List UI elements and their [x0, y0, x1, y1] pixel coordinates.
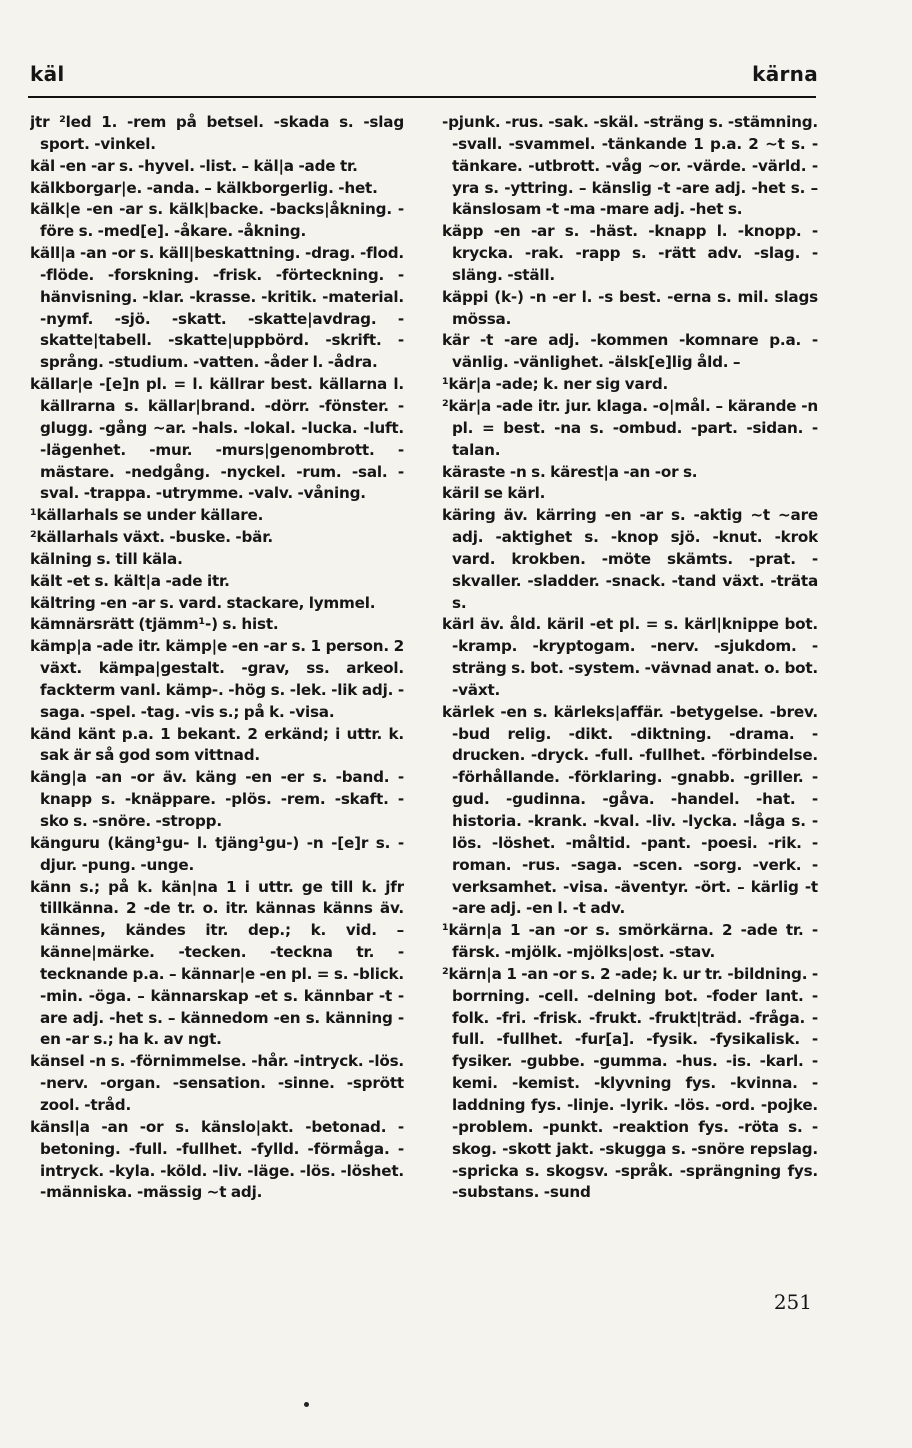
dictionary-entry: ¹kärn|a 1 -an -or s. smörkärna. 2 -ade tr. -färsk. -mjölk. -mjölks|ost. -stav.: [442, 921, 818, 962]
dictionary-entry: känsel -n s. -förnimmelse. -hår. -intryck. -lös. -nerv. -organ. -sensation. -sinne. -sprött zool. -tråd.: [30, 1052, 404, 1114]
running-head-left: käl: [30, 62, 65, 86]
dictionary-entry: ²källarhals växt. -buske. -bär.: [30, 528, 273, 547]
dictionary-entry: kälkborgar|e. -anda. – kälkborgerlig. -het.: [30, 178, 378, 197]
dictionary-entry: ²kärn|a 1 -an -or s. 2 -ade; k. ur tr. -bildning. -borrning. -cell. -delning bot. -foder lant. -folk. -fri. -frisk. -frukt. -frukt|träd. -fråga. -full. -fullhet. -fur[a]. -fysik. -fysikalisk. -fysiker. -gubbe. -gumma. -hus. -is. -karl. -kemi. -kemist. -klyvning fys. -kvinna. -laddning fys. -linje. -lyrik. -lös. -ord. -pojke. -problem. -punkt. -reaktion fys. -röta s. -skog. -skott jakt. -skugga s. -snöre repslag. -spricka s. skogsv. -språk. -sprängning fys. -substans. -sund: [442, 964, 818, 1202]
dictionary-entry: kärl äv. åld. käril -et pl. = s. kärl|knippe bot. -kramp. -kryptogam. -nerv. -sjukdom. -sträng s. bot. -system. -vävnad anat. o. bot. -växt.: [442, 615, 818, 699]
dictionary-entry: käpp -en -ar s. -häst. -knapp l. -knopp. -krycka. -rak. -rapp s. -rätt adv. -slag. -släng. -ställ.: [442, 222, 818, 284]
dictionary-entry: känd känt p.a. 1 bekant. 2 erkänd; i uttr. k. sak är så god som vittnad.: [30, 724, 404, 765]
running-head-right: kärna: [752, 62, 818, 86]
dictionary-entry: käppi (k-) -n -er l. -s best. -erna s. mil. slags mössa.: [442, 287, 818, 328]
print-mark-dot: [304, 1402, 309, 1407]
dictionary-entry: känsl|a -an -or s. känslo|akt. -betonad. -betoning. -full. -fullhet. -fylld. -förmåga. -intryck. -kyla. -köld. -liv. -läge. -lös. -löshet. -människa. -mässig ~t adj.: [30, 1117, 404, 1202]
left-column: [30, 112, 404, 1412]
dictionary-entry: kälk|e -en -ar s. kälk|backe. -backs|åkning. -före s. -med[e]. -åkare. -åkning.: [30, 200, 404, 241]
dictionary-entry: ²kär|a -ade itr. jur. klaga. -o|mål. – kärande -n pl. = best. -na s. -ombud. -part. -sidan. -talan.: [442, 396, 818, 459]
page-number: 251: [773, 1290, 812, 1314]
dictionary-entry: känn s.; på k. kän|na 1 i uttr. ge till k. jfr tillkänna. 2 -de tr. o. itr. kännas känns äv. kännes, kändes itr. dep.; k. vid. – känne|märke. -tecken. -teckna tr. -tecknande p.a. – kännar|e -en pl. = s. -blick. -min. -öga. – kännarskap -et s. kännbar -t -are adj. -het s. – kännedom -en s. känning -en -ar s.; ha k. av ngt.: [30, 877, 404, 1049]
dictionary-entry: kämnärsrätt (tjämm¹-) s. hist.: [30, 615, 279, 634]
dictionary-entry: käril se kärl.: [442, 484, 546, 503]
dictionary-entry: käng|a -an -or äv. käng -en -er s. -band. -knapp s. -knäppare. -plös. -rem. -skaft. -sko s. -snöre. -stropp.: [30, 768, 404, 830]
dictionary-entry: kärlek -en s. kärleks|affär. -betygelse. -brev. -bud relig. -dikt. -diktning. -drama. -drucken. -dryck. -full. -fullhet. -förbindelse. -förhållande. -förklaring. -gnabb. -griller. -gud. -gudinna. -gåva. -handel. -hat. -historia. -krank. -kval. -liv. -lycka. -låga s. -lös. -löshet. -måltid. -pant. -poesi. -rik. -roman. -rus. -saga. -scen. -sorg. -verk. -verksamhet. -visa. -äventyr. -ört. – kärlig -t -are adj. -en l. -t adv.: [442, 702, 818, 918]
dictionary-entry: källar|e -[e]n pl. = l. källrar best. källarna l. källrarna s. källar|brand. -dörr. -fönster. -glugg. -gång ~ar. -hals. -lokal. -lucka. -luft. -lägenhet. -mur. -murs|genombrott. -mästare. -nedgång. -nyckel. -rum. -sal. -sval. -trappa. -utrymme. -valv. -våning.: [30, 375, 404, 503]
dictionary-entry: ¹källarhals se under källare.: [30, 506, 264, 525]
right-column: [442, 112, 818, 1412]
dictionary-entry: käll|a -an -or s. käll|beskattning. -drag. -flod. -flöde. -forskning. -frisk. -förteckning. -hänvisning. -klar. -krasse. -kritik. -material. -nymf. -sjö. -skatt. -skatte|avdrag. -skatte|tabell. -skatte|uppbörd. -skrift. -språng. -studium. -vatten. -åder l. -ådra.: [30, 244, 404, 372]
dictionary-entry: käl -en -ar s. -hyvel. -list. – käl|a -ade tr.: [30, 156, 358, 175]
dictionary-entry: ¹kär|a -ade; k. ner sig vard.: [442, 375, 669, 394]
dictionary-entry: känguru (käng¹gu- l. tjäng¹gu-) -n -[e]r s. -djur. -pung. -unge.: [30, 833, 404, 874]
dictionary-entry: kält -et s. kält|a -ade itr.: [30, 571, 230, 590]
dictionary-entry: käraste -n s. kärest|a -an -or s.: [442, 462, 698, 481]
dictionary-entry: -pjunk. -rus. -sak. -skäl. -sträng s. -stämning. -svall. -svammel. -tänkande 1 p.a. 2 ~t s. -tänkare. -utbrott. -våg ~or. -värde. -värld. -yra s. -yttring. – känslig -t -are adj. -het s. – känslosam -t -ma -mare adj. -het s.: [442, 113, 818, 219]
header-rule: [28, 96, 816, 98]
dictionary-entry: kär -t -are adj. -kommen -komnare p.a. -vänlig. -vänlighet. -älsk[e]lig åld. –: [442, 331, 818, 372]
dictionary-entry: kältring -en -ar s. vard. stackare, lymmel.: [30, 593, 376, 612]
dictionary-entry: kämp|a -ade itr. kämp|e -en -ar s. 1 person. 2 växt. kämpa|gestalt. -grav, ss. arkeol. fackterm vanl. kämp-. -hög s. -lek. -lik adj. -saga. -spel. -tag. -vis s.; på k. -visa.: [30, 637, 404, 721]
dictionary-entry: jtr ²led 1. -rem på betsel. -skada s. -slag sport. -vinkel.: [30, 113, 404, 153]
dictionary-entry: kälning s. till käla.: [30, 549, 183, 568]
dictionary-entry: käring äv. kärring -en -ar s. -aktig ~t ~are adj. -aktighet s. -knop sjö. -knut. -krok vard. krokben. -möte skämts. -prat. -skvaller. -sladder. -snack. -tand växt. -träta s.: [442, 506, 818, 612]
